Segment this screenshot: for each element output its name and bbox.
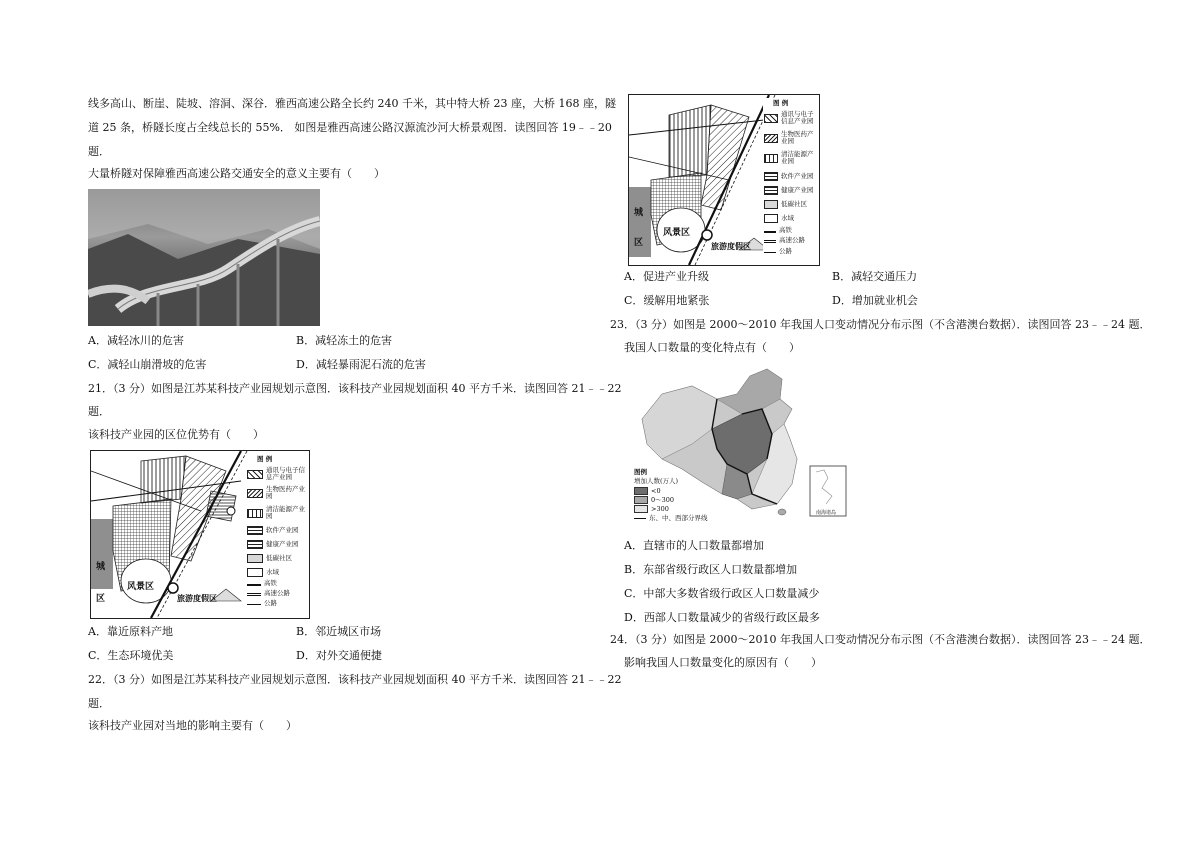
- park-map-2-legend-item-4: 软件产业园: [764, 172, 814, 181]
- park-map-2-legend-title: 图 例: [773, 99, 789, 107]
- q20-option-a: A．减轻冰川的危害: [88, 334, 184, 347]
- china-map-legend-item-2: 0～300: [634, 496, 674, 504]
- park-map-2-legend-item-9: 高速公路: [764, 237, 805, 244]
- park-map-1-legend-item-4: 软件产业园: [247, 526, 299, 535]
- china-map-legend-subtitle: 增加人数(万人): [634, 477, 679, 485]
- park-map-2-legend: [763, 98, 817, 261]
- q22-line-1: 22．（3 分）如图是江苏某科技产业园规划示意图．该科技产业园规划面积 40 平方千米．读图回答 21﹣﹣22: [88, 673, 622, 686]
- park-map-1: [90, 450, 310, 619]
- q22-stem: 该科技产业园对当地的影响主要有（ ）: [88, 719, 297, 732]
- park-map-2-legend-item-5: 健康产业园: [764, 186, 814, 195]
- park-map-2-city-label-2: 区: [634, 238, 644, 248]
- china-map-inset-label: 南海诸岛: [816, 510, 837, 516]
- bridge-illustration: [88, 189, 320, 326]
- park-map-1-city-label-2: 区: [96, 594, 106, 604]
- intro-line-3: 题．: [88, 145, 110, 158]
- q23-option-a: A．直辖市的人口数量都增加: [624, 539, 764, 552]
- park-map-1-city-label: 城: [96, 562, 106, 572]
- park-map-2-legend-item-3: 清洁能源产业园: [764, 151, 817, 165]
- park-map-2-legend-item-8: 高铁: [764, 227, 792, 234]
- park-map-1-resort-label: 旅游度假区: [177, 593, 217, 603]
- q21-option-c: C．生态环境优美: [88, 649, 174, 662]
- park-map-2-legend-item-10: 公路: [764, 248, 792, 255]
- park-map-1-legend-item-5: 健康产业园: [247, 540, 299, 549]
- q22-option-c: C．缓解用地紧张: [624, 294, 710, 307]
- park-map-1-legend-item-1: 通讯与电子信息产业园: [247, 467, 306, 481]
- park-map-1-legend-item-2: 生物医药产业园: [247, 486, 306, 500]
- q23-option-c: C．中部大多数省级行政区人口数量减少: [624, 587, 820, 600]
- china-map-legend-item-4: 东、中、西部分界线: [634, 514, 708, 522]
- q22-option-b: B．减轻交通压力: [832, 270, 918, 283]
- q22-option-d: D．增加就业机会: [832, 294, 918, 307]
- q23-option-d: D．西部人口数量减少的省级行政区最多: [624, 611, 820, 624]
- bridge-photo: [88, 189, 320, 326]
- china-map-legend-title: 图例: [634, 468, 647, 476]
- q21-option-b: B．邻近城区市场: [296, 625, 382, 638]
- q23-line: 23．（3 分）如图是 2000～2010 年我国人口变动情况分布示图（不含港澳台数据）．读图回答 23﹣﹣24 题．: [610, 318, 1151, 331]
- china-map-legend-item-1: <0: [634, 487, 661, 495]
- q21-option-d: D．对外交通便捷: [296, 649, 382, 662]
- park-map-1-legend-item-10: 公路: [247, 600, 277, 607]
- park-map-1-legend-item-9: 高速公路: [247, 590, 290, 597]
- q21-line-1: 21．（3 分）如图是江苏某科技产业园规划示意图．该科技产业园规划面积 40 平方千米．读图回答 21﹣﹣22: [88, 382, 622, 395]
- park-map-2-scenic-label: 风景区: [663, 228, 691, 238]
- q20-option-c: C．减轻山崩滑坡的危害: [88, 358, 207, 371]
- q20-option-d: D．减轻暴雨泥石流的危害: [296, 358, 426, 371]
- intro-line-1: 线多高山、断崖、陡坡、溶洞、深谷．雅西高速公路全长约 240 千米，其中特大桥 23 座，大桥 168 座，隧: [88, 97, 616, 110]
- park-map-2-legend-item-6: 低碳社区: [764, 200, 807, 209]
- china-map-legend-item-3: >300: [634, 505, 669, 513]
- q20-stem: 大量桥隧对保障雅西高速公路交通安全的意义主要有（ ）: [88, 167, 385, 180]
- park-map-1-legend-title: 图 例: [257, 455, 273, 463]
- park-map-2-legend-item-7: 水域: [764, 214, 794, 223]
- park-map-1-legend-item-8: 高铁: [247, 580, 277, 587]
- park-map-2: [628, 94, 820, 266]
- park-map-2-city-label: 城: [634, 208, 644, 218]
- intro-line-2: 道 25 条，桥隧长度占全线总长的 55%． 如图是雅西高速公路汉源流沙河大桥景观图．读图回答 19﹣﹣20: [88, 121, 612, 134]
- park-map-1-scenic-label: 风景区: [127, 582, 155, 592]
- q20-option-b: B．减轻冻土的危害: [296, 334, 393, 347]
- park-map-2-legend-item-1: 通讯与电子信息产业园: [764, 111, 817, 125]
- china-population-map: [632, 364, 856, 524]
- park-map-1-legend-item-7: 水域: [247, 568, 279, 577]
- park-map-1-legend-item-3: 清洁能源产业园: [247, 506, 306, 520]
- park-map-2-legend-item-2: 生物医药产业园: [764, 131, 817, 145]
- q21-line-2: 题．: [88, 405, 110, 418]
- q23-stem: 我国人口数量的变化特点有（ ）: [624, 341, 800, 354]
- q24-line: 24．（3 分）如图是 2000～2010 年我国人口变动情况分布示图（不含港澳台数据）．读图回答 23﹣﹣24 题．: [610, 633, 1151, 646]
- q22-line-2: 题．: [88, 697, 110, 710]
- park-map-1-legend: [245, 454, 307, 614]
- park-map-2-resort-label: 旅游度假区: [711, 241, 751, 251]
- q24-stem: 影响我国人口数量变化的原因有（ ）: [624, 656, 822, 669]
- park-map-1-legend-item-6: 低碳社区: [247, 554, 292, 563]
- q23-option-b: B．东部省级行政区人口数量都增加: [624, 563, 798, 576]
- q21-option-a: A．靠近原料产地: [88, 625, 173, 638]
- q21-stem: 该科技产业园的区位优势有（ ）: [88, 428, 264, 441]
- q22-option-a: A．促进产业升级: [624, 270, 709, 283]
